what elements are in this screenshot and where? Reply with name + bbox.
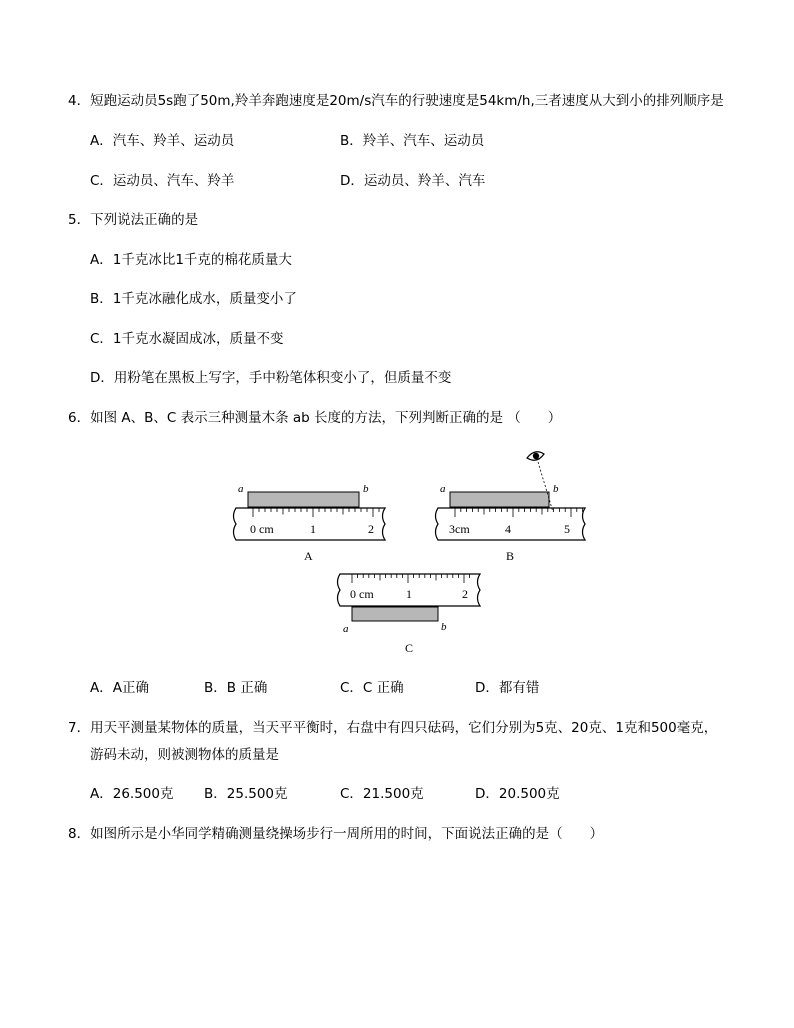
q7-option-b: B．25.500克: [204, 786, 288, 802]
q5-option-b: B．1千克冰融化成水，质量变小了: [90, 291, 297, 307]
q6-option-c: C．C 正确: [340, 680, 404, 696]
caption-b: B: [506, 549, 515, 563]
end-label-a-b: b: [363, 483, 369, 495]
q7-stem-line1: 7．用天平测量某物体的质量，当天平平衡时，右盘中有四只砝码，它们分别为5克、20克、1克和500毫克，: [68, 720, 718, 736]
ruler-a-tick-0: 0 cm: [250, 522, 274, 536]
wood-strip-c: [352, 607, 438, 621]
ruler-a-tick-1: 1: [310, 522, 316, 536]
end-label-b-a: a: [440, 483, 446, 495]
q5-option-a: A．1千克冰比1千克的棉花质量大: [90, 252, 292, 268]
q7-option-d: D．20.500克: [475, 786, 560, 802]
q6-stem: 6．如图 A、B、C 表示三种测量木条 ab 长度的方法，下列判断正确的是 （ ）: [68, 410, 562, 426]
end-label-c-a: a: [343, 623, 349, 635]
ruler-c-tick-2: 2: [462, 587, 468, 601]
q5-option-c: C．1千克水凝固成冰，质量不变: [90, 331, 284, 347]
eye-icon: [527, 452, 544, 461]
q7-option-c: C．21.500克: [340, 786, 424, 802]
q5-option-d: D．用粉笔在黑板上写字，手中粉笔体积变小了，但质量不变: [90, 370, 452, 386]
q4-option-c: C．运动员、汽车、羚羊: [90, 173, 235, 189]
q6-option-b: B．B 正确: [204, 680, 268, 696]
q6-option-a: A．A正确: [90, 680, 149, 696]
ruler-b-tick-2: 5: [564, 522, 570, 536]
caption-a: A: [304, 549, 313, 563]
ruler-c-tick-0: 0 cm: [350, 587, 374, 601]
q5-stem: 5．下列说法正确的是: [68, 212, 199, 228]
end-label-b-b: b: [553, 483, 559, 495]
ruler-c-tick-1: 1: [406, 587, 412, 601]
q4-option-d: D．运动员、羚羊、汽车: [340, 173, 486, 189]
end-label-a-a: a: [238, 483, 244, 495]
ruler-b: [436, 452, 586, 563]
q4-option-a: A．汽车、羚羊、运动员: [90, 133, 235, 149]
ruler-a: [234, 483, 386, 563]
wood-strip-b: [450, 492, 549, 507]
q8-stem: 8．如图所示是小华同学精确测量绕操场步行一周所用的时间，下面说法正确的是（ ）: [68, 826, 604, 842]
q4-stem: 4．短跑运动员5s跑了50m,羚羊奔跑速度是20m/s汽车的行驶速度是54km/h,三者速度从大到小的排列顺序是: [68, 93, 724, 109]
q7-option-a: A．26.500克: [90, 786, 174, 802]
ruler-b-tick-0: 3cm: [449, 522, 470, 536]
wood-strip-a: [248, 492, 359, 507]
q4-option-b: B．羚羊、汽车、运动员: [340, 133, 485, 149]
q6-option-d: D．都有错: [475, 680, 540, 696]
ruler-c: [338, 574, 481, 655]
q7-stem-line2: 游码未动，则被测物体的质量是: [90, 747, 279, 763]
ruler-a-tick-2: 2: [368, 522, 374, 536]
ruler-figure: [0, 440, 794, 660]
caption-c: C: [405, 641, 414, 655]
end-label-c-b: b: [441, 621, 447, 633]
ruler-b-tick-1: 4: [505, 522, 511, 536]
